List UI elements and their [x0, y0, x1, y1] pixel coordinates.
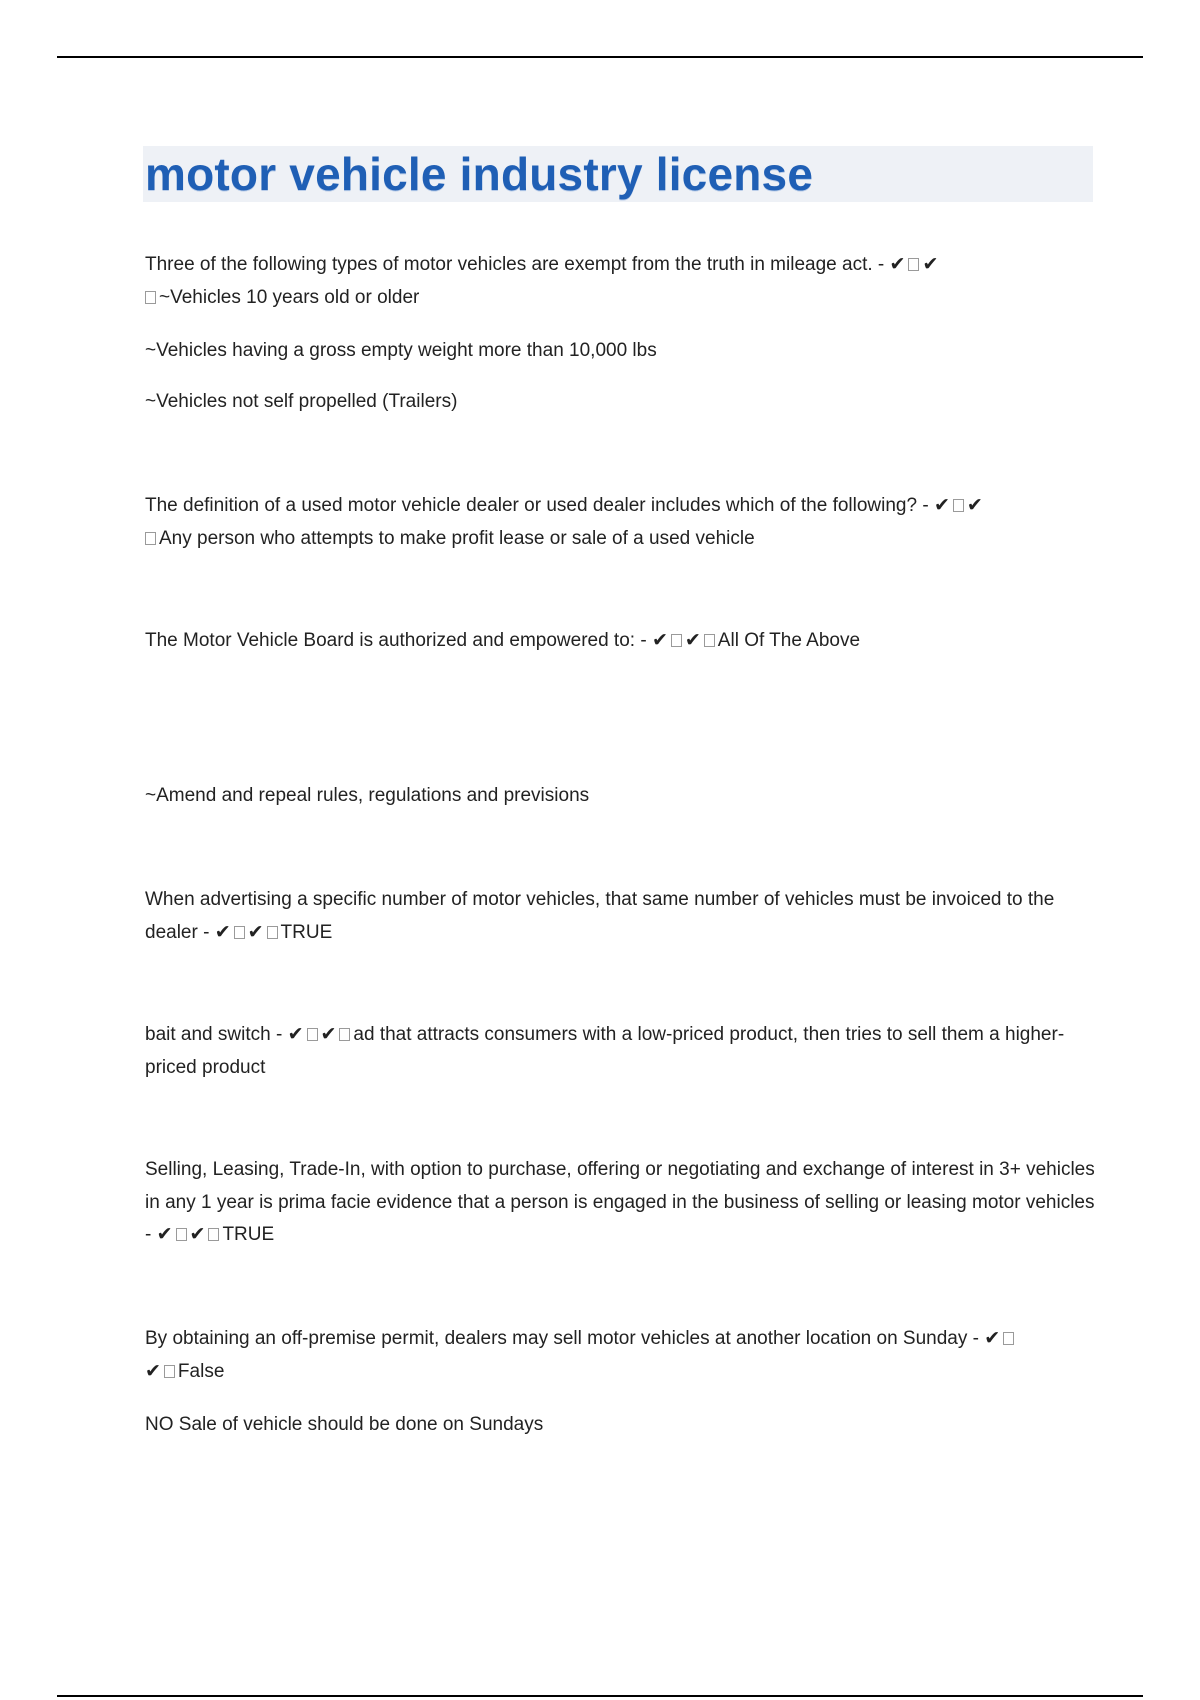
- box-icon: [704, 634, 715, 647]
- box-icon: [145, 291, 156, 304]
- bottom-rule: [57, 1695, 1143, 1697]
- box-icon: [1003, 1332, 1014, 1345]
- box-icon: [307, 1028, 318, 1041]
- box-icon: [671, 634, 682, 647]
- box-icon: [339, 1028, 350, 1041]
- question-paragraph: Three of the following types of motor vehicles are exempt from the truth in mileage act. - ✔ ✔ ~Vehicles 10 years old or older: [145, 254, 939, 308]
- checkmark-icon: ✔: [145, 1360, 161, 1382]
- checkmark-icon: ✔: [156, 1224, 173, 1245]
- box-icon: [908, 258, 919, 271]
- top-rule: [57, 56, 1143, 58]
- box-icon: [208, 1228, 219, 1241]
- box-icon: [164, 1365, 175, 1378]
- question-paragraph: bait and switch - ✔ ✔ ad that attracts consumers with a low-priced product, then tries to sell them a higher-priced product: [145, 1024, 1065, 1078]
- checkmark-icon: ✔: [889, 254, 906, 275]
- checkmark-icon: ✔: [287, 1024, 304, 1045]
- box-icon: [267, 926, 278, 939]
- answer-line: ~Amend and repeal rules, regulations and previsions: [145, 785, 590, 806]
- checkmark-icon: ✔: [966, 495, 983, 516]
- checkmark-icon: ✔: [651, 630, 668, 651]
- checkmark-icon: ✔: [320, 1024, 337, 1045]
- checkmark-icon: ✔: [684, 630, 701, 651]
- box-icon: [953, 499, 964, 512]
- box-icon: [234, 926, 245, 939]
- box-icon: [176, 1228, 187, 1241]
- question-paragraph: The definition of a used motor vehicle dealer or used dealer includes which of the following? - ✔ ✔ Any person who attempts to make profit lease or sale of a used vehicle: [145, 495, 983, 549]
- question-paragraph: Selling, Leasing, Trade-In, with option to purchase, offering or negotiating and exchange of interest in 3+ vehicles in any 1 year is prima facie evidence that a person is engaged in the business of selling or leasing motor vehicles - ✔ ✔ TRUE: [145, 1159, 1095, 1245]
- box-icon: [145, 532, 156, 545]
- question-paragraph: By obtaining an off-premise permit, dealers may sell motor vehicles at another location on Sunday - ✔ ✔ False: [145, 1323, 1095, 1388]
- checkmark-icon: ✔: [214, 921, 231, 943]
- answer-line: ~Vehicles having a gross empty weight more than 10,000 lbs: [145, 340, 657, 361]
- question-paragraph: When advertising a specific number of motor vehicles, that same number of vehicles must be invoiced to the dealer - ✔ ✔ TRUE: [145, 889, 1055, 943]
- checkmark-icon: ✔: [984, 1328, 1001, 1349]
- checkmark-icon: ✔: [189, 1224, 206, 1245]
- question-paragraph: The Motor Vehicle Board is authorized and empowered to: - ✔ ✔ All Of The Above: [145, 630, 861, 651]
- checkmark-icon: ✔: [933, 495, 950, 516]
- document-title: motor vehicle industry license: [145, 148, 814, 200]
- checkmark-icon: ✔: [922, 254, 939, 275]
- checkmark-icon: ✔: [247, 921, 264, 943]
- answer-line: ~Vehicles not self propelled (Trailers): [145, 391, 458, 412]
- answer-line: NO Sale of vehicle should be done on Sundays: [145, 1414, 544, 1435]
